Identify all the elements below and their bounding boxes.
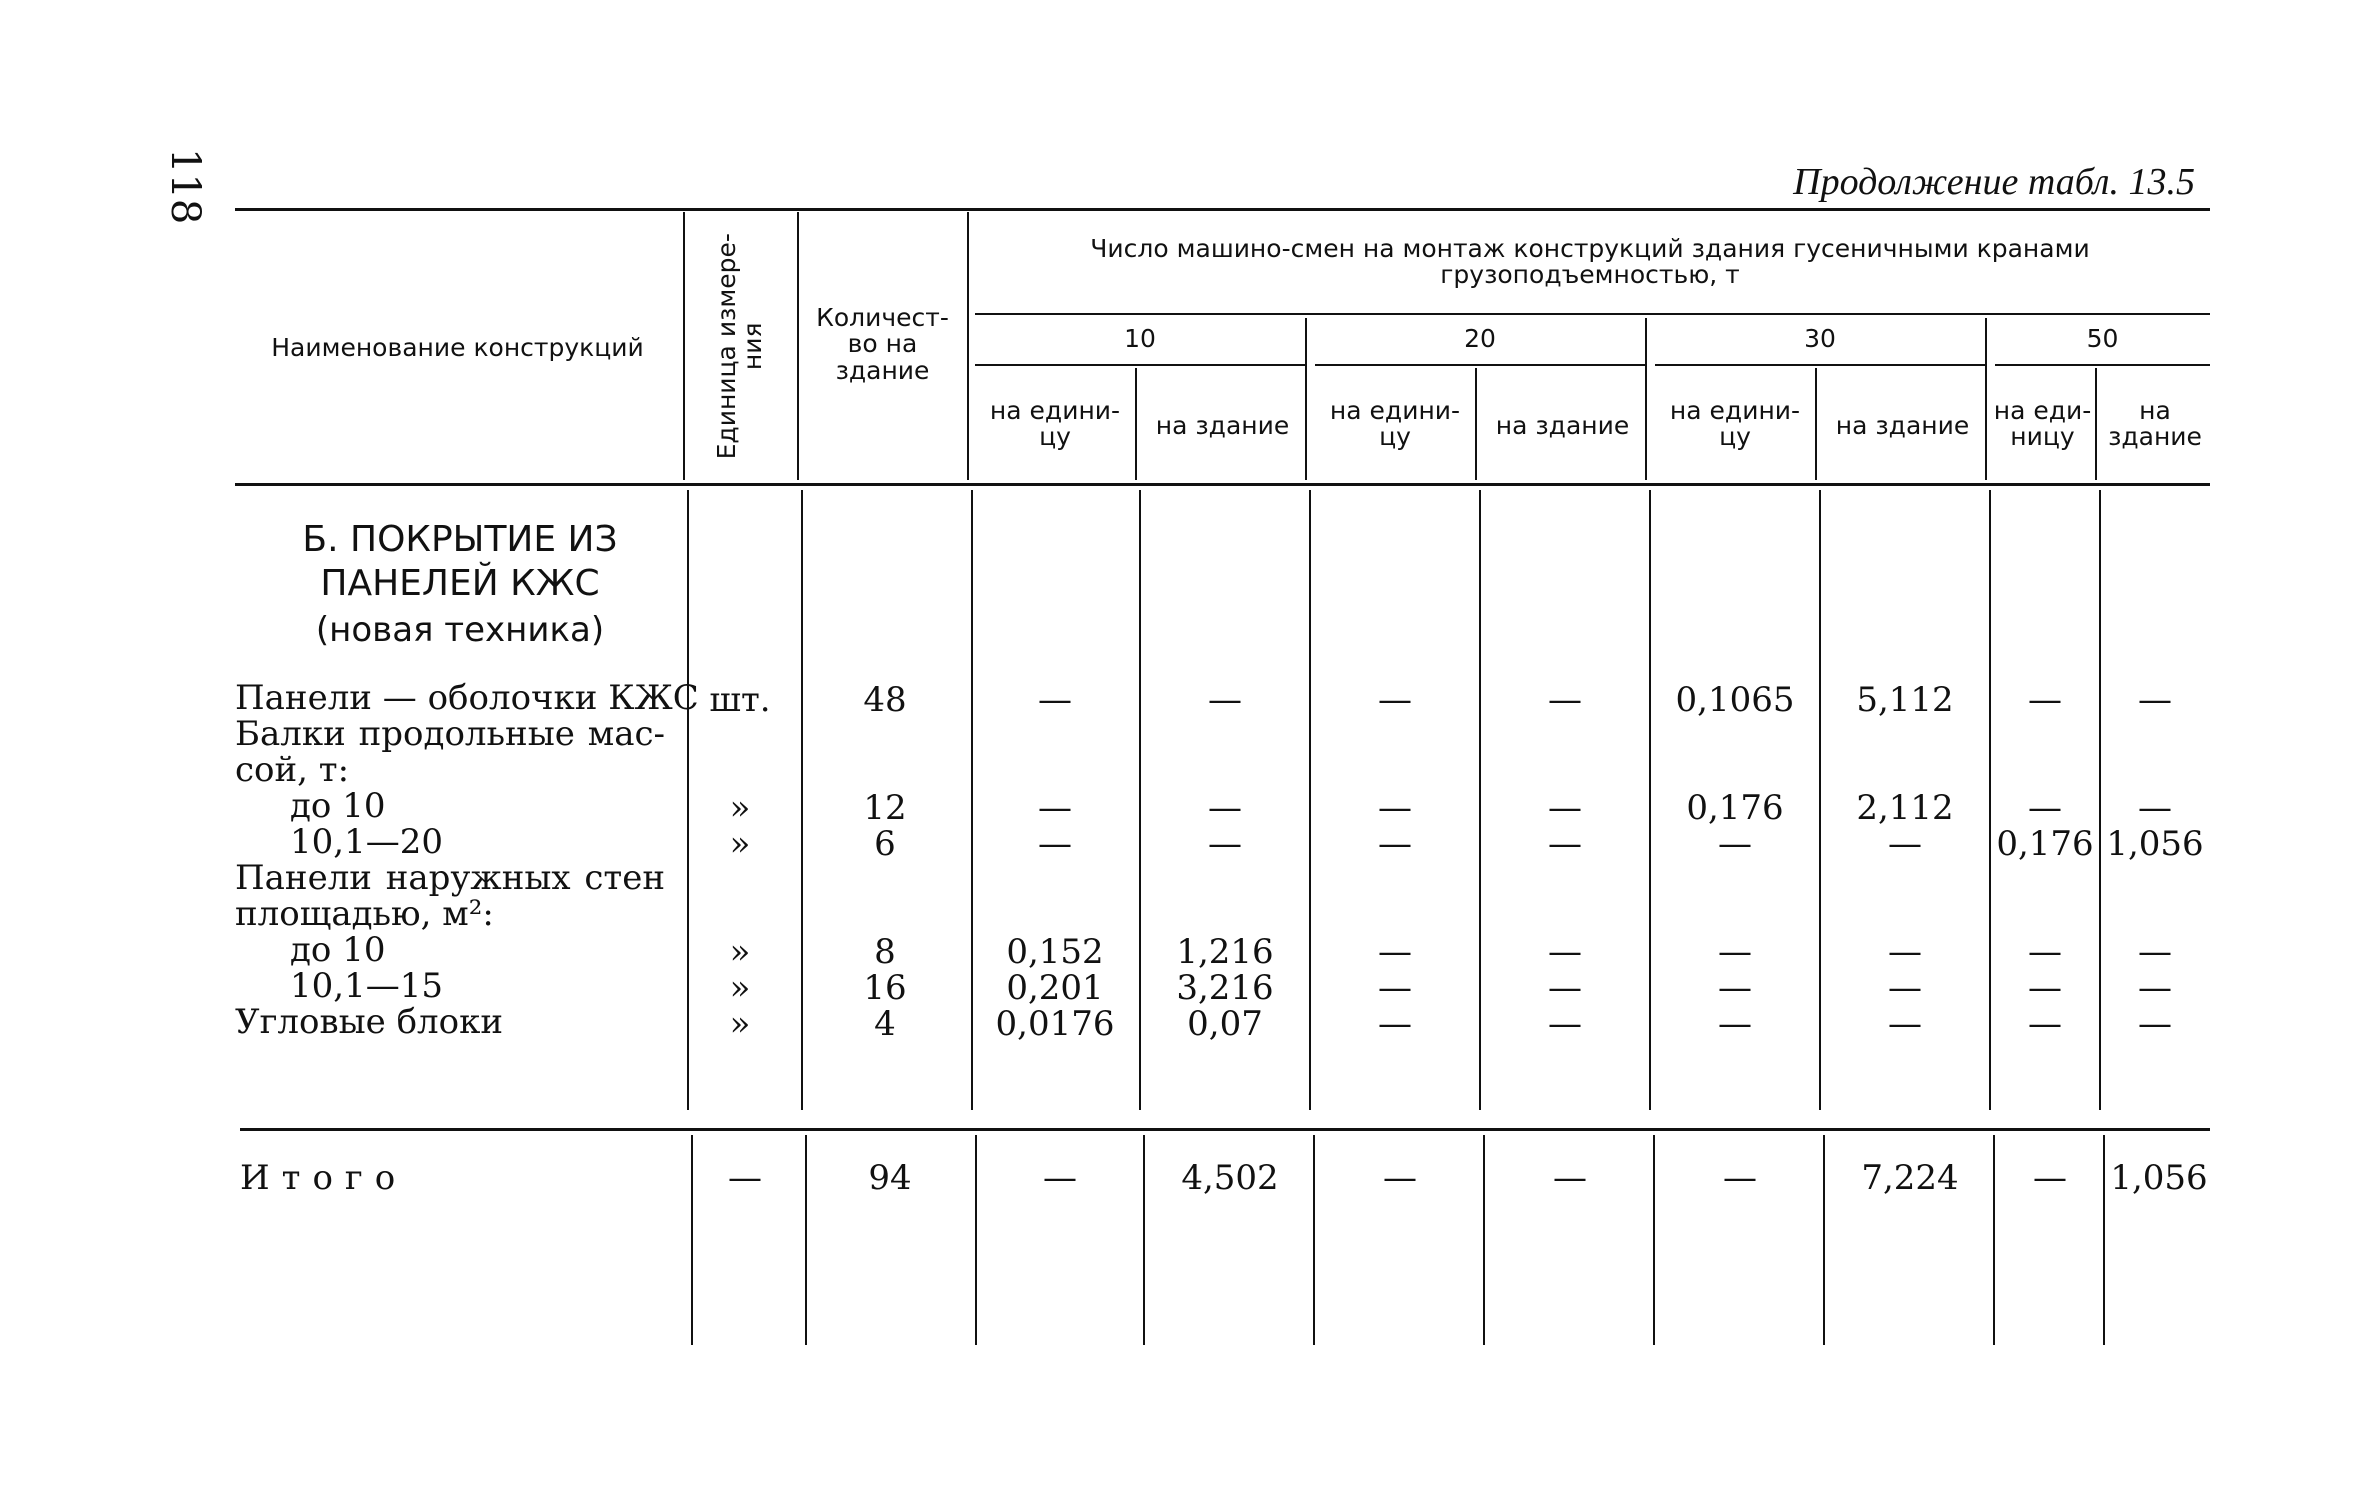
row6-v1: 0,07 bbox=[1187, 1004, 1263, 1044]
tot-vline-8 bbox=[1823, 1135, 1825, 1345]
rule-cap-30 bbox=[1655, 364, 1985, 366]
total-label: Итого bbox=[240, 1158, 408, 1198]
row5-v0: 0,201 bbox=[1006, 968, 1104, 1008]
tot-vline-5 bbox=[1313, 1135, 1315, 1345]
row3-v4: — bbox=[1718, 824, 1752, 864]
header-per-unit-30: на едини-цу bbox=[1669, 396, 1801, 452]
body-vline-8 bbox=[1819, 490, 1821, 1110]
body-vline-7 bbox=[1649, 490, 1651, 1110]
row6-unit: » bbox=[729, 1004, 751, 1044]
header-capacity-20: 20 bbox=[1464, 324, 1496, 353]
hdr-vline-2 bbox=[797, 212, 799, 480]
row2-v3: — bbox=[1548, 788, 1582, 828]
row2-unit: » bbox=[729, 788, 751, 828]
header-per-unit-10: на едини-цу bbox=[989, 396, 1121, 452]
row2-v1: — bbox=[1208, 788, 1242, 828]
row-name-wall-panels-line1: Панели наружных стен bbox=[235, 858, 665, 898]
row5-v3: — bbox=[1548, 968, 1582, 1008]
body-vline-5 bbox=[1309, 490, 1311, 1110]
hdr-vline-10 bbox=[2095, 368, 2097, 480]
row4-qty: 8 bbox=[874, 932, 896, 972]
row1-v2: — bbox=[1378, 680, 1412, 720]
row1-v6: — bbox=[2028, 680, 2062, 720]
header-unit-col: Единица измере-ния bbox=[711, 233, 767, 460]
rule-group bbox=[975, 313, 2210, 315]
row5-qty: 16 bbox=[863, 968, 907, 1008]
total-v0: — bbox=[1043, 1158, 1077, 1198]
header-per-unit-50: на еди-ницу bbox=[1993, 396, 2092, 452]
body-vline-1 bbox=[687, 490, 689, 1110]
row6-v5: — bbox=[1888, 1004, 1922, 1044]
row2-v6: — bbox=[2028, 788, 2062, 828]
row5-v2: — bbox=[1378, 968, 1412, 1008]
row1-v4: 0,1065 bbox=[1675, 680, 1795, 720]
tot-vline-3 bbox=[975, 1135, 977, 1345]
row6-v4: — bbox=[1718, 1004, 1752, 1044]
row3-v7: 1,056 bbox=[2106, 824, 2204, 864]
total-unit: — bbox=[728, 1158, 762, 1198]
row-name-wall-10-15: 10,1—15 bbox=[290, 966, 443, 1006]
tot-vline-2 bbox=[805, 1135, 807, 1345]
hdr-vline-8 bbox=[1475, 368, 1477, 480]
hdr-vline-7 bbox=[1135, 368, 1137, 480]
section-title-line2: ПАНЕЛЕЙ КЖС bbox=[320, 563, 600, 604]
row4-v1: 1,216 bbox=[1176, 932, 1274, 972]
tot-vline-7 bbox=[1653, 1135, 1655, 1345]
header-per-building-20: на здание bbox=[1495, 411, 1630, 440]
row4-unit: » bbox=[729, 932, 751, 972]
hdr-vline-9 bbox=[1815, 368, 1817, 480]
tot-vline-6 bbox=[1483, 1135, 1485, 1345]
page-number: 118 bbox=[162, 148, 208, 225]
total-v2: — bbox=[1383, 1158, 1417, 1198]
total-v4: — bbox=[1723, 1158, 1757, 1198]
row2-qty: 12 bbox=[863, 788, 907, 828]
tot-vline-9 bbox=[1993, 1135, 1995, 1345]
total-v5: 7,224 bbox=[1861, 1158, 1959, 1198]
row5-v6: — bbox=[2028, 968, 2062, 1008]
row5-v5: — bbox=[1888, 968, 1922, 1008]
total-v3: — bbox=[1553, 1158, 1587, 1198]
row2-v4: 0,176 bbox=[1686, 788, 1784, 828]
header-per-building-10: на здание bbox=[1155, 411, 1290, 440]
body-vline-9 bbox=[1989, 490, 1991, 1110]
row4-v6: — bbox=[2028, 932, 2062, 972]
tot-vline-4 bbox=[1143, 1135, 1145, 1345]
row4-v0: 0,152 bbox=[1006, 932, 1104, 972]
hdr-vline-5 bbox=[1645, 318, 1647, 480]
row-name-beams-line1: Балки продольные мас- bbox=[235, 714, 665, 754]
rule-header-bottom bbox=[235, 483, 2210, 486]
row4-v4: — bbox=[1718, 932, 1752, 972]
row3-unit: » bbox=[729, 824, 751, 864]
row4-v2: — bbox=[1378, 932, 1412, 972]
row-name-beams-upto10: до 10 bbox=[290, 786, 386, 826]
header-per-building-30: на здание bbox=[1835, 411, 1970, 440]
row3-v6: 0,176 bbox=[1996, 824, 2094, 864]
row5-v1: 3,216 bbox=[1176, 968, 1274, 1008]
row6-v6: — bbox=[2028, 1004, 2062, 1044]
row6-v3: — bbox=[1548, 1004, 1582, 1044]
row2-v2: — bbox=[1378, 788, 1412, 828]
header-qty-col: Количест-во на здание bbox=[816, 303, 949, 385]
row2-v0: — bbox=[1038, 788, 1072, 828]
row6-qty: 4 bbox=[874, 1004, 896, 1044]
total-v1: 4,502 bbox=[1181, 1158, 1279, 1198]
row3-v0: — bbox=[1038, 824, 1072, 864]
total-v7: 1,056 bbox=[2110, 1158, 2208, 1198]
header-per-building-50: на здание bbox=[2108, 396, 2202, 452]
row-name-corner-blocks: Угловые блоки bbox=[235, 1002, 504, 1042]
row3-v1: — bbox=[1208, 824, 1242, 864]
row6-v0: 0,0176 bbox=[995, 1004, 1115, 1044]
row-name-beams-line2: сой, т: bbox=[235, 750, 350, 790]
body-vline-3 bbox=[971, 490, 973, 1110]
tot-vline-10 bbox=[2103, 1135, 2105, 1345]
section-title-line1: Б. ПОКРЫТИЕ ИЗ bbox=[302, 519, 618, 560]
body-vline-4 bbox=[1139, 490, 1141, 1110]
header-group-title: Число машино-смен на монтаж конструкций здания гусеничными кранами грузоподъемностью, т bbox=[1090, 234, 2090, 290]
row1-v7: — bbox=[2138, 680, 2172, 720]
rule-cap-10 bbox=[975, 364, 1305, 366]
row4-v5: — bbox=[1888, 932, 1922, 972]
table-caption: Продолжение табл. 13.5 bbox=[1793, 161, 2195, 203]
body-vline-10 bbox=[2099, 490, 2101, 1110]
row5-v7: — bbox=[2138, 968, 2172, 1008]
row4-v7: — bbox=[2138, 932, 2172, 972]
section-title-line3: (новая техника) bbox=[315, 610, 605, 650]
row2-v7: — bbox=[2138, 788, 2172, 828]
row1-v3: — bbox=[1548, 680, 1582, 720]
row-name-wall-upto10: до 10 bbox=[290, 930, 386, 970]
hdr-vline-6 bbox=[1985, 318, 1987, 480]
header-capacity-50: 50 bbox=[2086, 324, 2119, 353]
total-qty: 94 bbox=[868, 1158, 912, 1198]
header-per-unit-20: на едини-цу bbox=[1329, 396, 1461, 452]
hdr-vline-4 bbox=[1305, 318, 1307, 480]
header-capacity-10: 10 bbox=[1124, 324, 1156, 353]
row1-qty: 48 bbox=[863, 680, 907, 720]
rule-cap-20 bbox=[1315, 364, 1645, 366]
row3-v2: — bbox=[1378, 824, 1412, 864]
rule-total bbox=[240, 1128, 2210, 1131]
row-name-panels-kzhs: Панели — оболочки КЖС bbox=[235, 678, 699, 718]
hdr-vline-1 bbox=[683, 212, 685, 480]
rule-top bbox=[235, 208, 2210, 211]
row5-unit: » bbox=[729, 968, 751, 1008]
body-vline-2 bbox=[801, 490, 803, 1110]
row3-v5: — bbox=[1888, 824, 1922, 864]
row3-v3: — bbox=[1548, 824, 1582, 864]
body-vline-6 bbox=[1479, 490, 1481, 1110]
row3-qty: 6 bbox=[874, 824, 896, 864]
row1-v0: — bbox=[1038, 680, 1072, 720]
row1-v1: — bbox=[1208, 680, 1242, 720]
row1-v5: 5,112 bbox=[1856, 680, 1954, 720]
row6-v2: — bbox=[1378, 1004, 1412, 1044]
tot-vline-1 bbox=[691, 1135, 693, 1345]
row1-unit: шт. bbox=[709, 680, 771, 720]
rule-cap-50 bbox=[1995, 364, 2210, 366]
row6-v7: — bbox=[2138, 1004, 2172, 1044]
row2-v5: 2,112 bbox=[1856, 788, 1954, 828]
header-capacity-30: 30 bbox=[1804, 324, 1836, 353]
row4-v3: — bbox=[1548, 932, 1582, 972]
row-name-beams-10-20: 10,1—20 bbox=[290, 822, 443, 862]
header-name-col: Наименование конструкций bbox=[271, 333, 644, 362]
row-name-wall-panels-line2: площадью, м²: bbox=[235, 894, 494, 934]
hdr-vline-3 bbox=[967, 212, 969, 480]
row5-v4: — bbox=[1718, 968, 1752, 1008]
total-v6: — bbox=[2033, 1158, 2067, 1198]
